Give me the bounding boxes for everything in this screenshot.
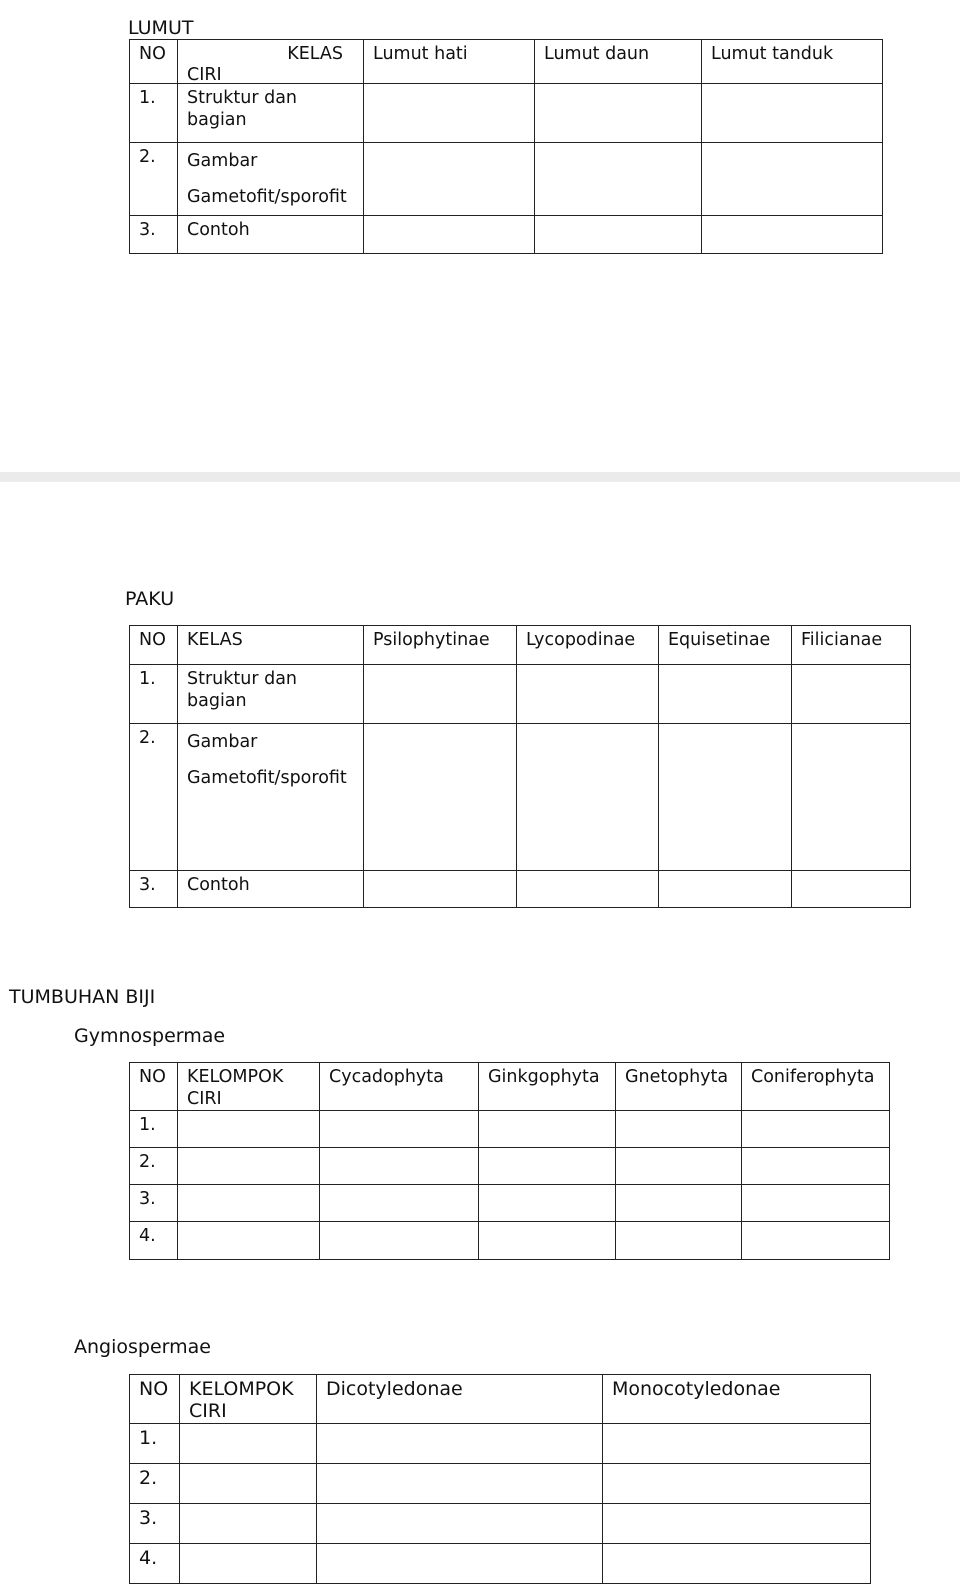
lumut-table <box>129 39 883 254</box>
table-cell[interactable] <box>479 1185 616 1222</box>
table-cell[interactable] <box>702 84 883 143</box>
table-cell[interactable] <box>180 1504 317 1544</box>
row-number: 3. <box>130 1504 180 1544</box>
row-label: Struktur dan bagian <box>178 84 364 143</box>
column-header: Psilophytinae <box>364 626 517 665</box>
table-cell[interactable] <box>792 665 911 724</box>
table-cell[interactable] <box>517 871 659 908</box>
table-cell[interactable] <box>364 216 535 254</box>
table-cell[interactable] <box>364 724 517 871</box>
angiospermae-heading: Angiospermae <box>74 1336 211 1358</box>
table-row <box>130 1424 871 1464</box>
table-cell[interactable] <box>659 665 792 724</box>
table-cell[interactable] <box>702 143 883 216</box>
row-label: Contoh <box>178 871 364 908</box>
table-row <box>130 871 911 908</box>
table-cell[interactable] <box>180 1424 317 1464</box>
kelas-header: KELAS <box>178 626 364 665</box>
table-cell[interactable] <box>603 1504 871 1544</box>
table-row <box>130 1222 890 1260</box>
table-cell[interactable] <box>535 143 702 216</box>
table-cell[interactable] <box>603 1424 871 1464</box>
row-number: 4. <box>130 1222 178 1260</box>
table-cell[interactable] <box>659 871 792 908</box>
table-cell[interactable] <box>364 871 517 908</box>
table-cell[interactable] <box>616 1185 742 1222</box>
tumbuhan-biji-heading: TUMBUHAN BIJI <box>9 986 156 1008</box>
column-header: Lumut tanduk <box>702 40 883 84</box>
table-cell[interactable] <box>603 1464 871 1504</box>
table-cell[interactable] <box>320 1222 479 1260</box>
table-cell[interactable] <box>317 1544 603 1584</box>
table-row <box>130 1464 871 1504</box>
table-cell[interactable] <box>792 871 911 908</box>
table-cell[interactable] <box>479 1222 616 1260</box>
table-cell[interactable] <box>517 724 659 871</box>
column-header: Gnetophyta <box>616 1063 742 1111</box>
table-cell[interactable] <box>616 1111 742 1148</box>
row-label: Gambar Gametofit/sporofit <box>178 724 364 871</box>
row-number: 3. <box>130 1185 178 1222</box>
table-cell[interactable] <box>535 84 702 143</box>
table-cell[interactable] <box>180 1544 317 1584</box>
table-cell[interactable] <box>742 1148 890 1185</box>
column-header: Lycopodinae <box>517 626 659 665</box>
table-header-row <box>130 1375 871 1424</box>
table-header-row <box>130 1063 890 1111</box>
table-cell[interactable] <box>178 1148 320 1185</box>
column-header: Lumut daun <box>535 40 702 84</box>
paku-heading: PAKU <box>125 588 175 610</box>
row-number: 2. <box>130 1464 180 1504</box>
table-cell[interactable] <box>742 1111 890 1148</box>
table-cell[interactable] <box>603 1544 871 1584</box>
column-header: Coniferophyta <box>742 1063 890 1111</box>
table-cell[interactable] <box>364 84 535 143</box>
row-label: Struktur dan bagian <box>178 665 364 724</box>
row-number: 3. <box>130 871 178 908</box>
no-header: NO <box>130 626 178 665</box>
table-row <box>130 84 883 143</box>
row-number: 1. <box>130 665 178 724</box>
row-number: 1. <box>130 1111 178 1148</box>
table-cell[interactable] <box>742 1222 890 1260</box>
table-row <box>130 1504 871 1544</box>
no-header: NO <box>130 1063 178 1111</box>
table-row <box>130 216 883 254</box>
gymnospermae-heading: Gymnospermae <box>74 1025 226 1047</box>
row-number: 2. <box>130 724 178 871</box>
lumut-heading: LUMUT <box>128 17 194 39</box>
ciri-label: CIRI <box>187 65 222 84</box>
no-header: NO <box>130 1375 180 1424</box>
page-divider <box>0 472 960 482</box>
kelompok-ciri-header: KELOMPOK CIRI <box>180 1375 317 1424</box>
table-row <box>130 1185 890 1222</box>
table-cell[interactable] <box>535 216 702 254</box>
table-cell[interactable] <box>364 143 535 216</box>
table-cell[interactable] <box>616 1222 742 1260</box>
table-cell[interactable] <box>659 724 792 871</box>
column-header: Dicotyledonae <box>317 1375 603 1424</box>
column-header: Equisetinae <box>659 626 792 665</box>
table-row <box>130 1111 890 1148</box>
table-row <box>130 1148 890 1185</box>
column-header: Cycadophyta <box>320 1063 479 1111</box>
table-cell[interactable] <box>702 216 883 254</box>
table-cell[interactable] <box>320 1185 479 1222</box>
row-number: 1. <box>130 84 178 143</box>
table-cell[interactable] <box>178 1185 320 1222</box>
kelas-label: KELAS <box>287 44 343 64</box>
angiospermae-table <box>129 1374 871 1584</box>
table-cell[interactable] <box>317 1424 603 1464</box>
gymnospermae-table <box>129 1062 890 1260</box>
table-cell[interactable] <box>180 1464 317 1504</box>
table-cell[interactable] <box>178 1222 320 1260</box>
table-header-row <box>130 626 911 665</box>
row-number: 4. <box>130 1544 180 1584</box>
table-cell[interactable] <box>317 1464 603 1504</box>
row-number: 2. <box>130 143 178 216</box>
table-cell[interactable] <box>364 665 517 724</box>
column-header: Filicianae <box>792 626 911 665</box>
table-cell[interactable] <box>792 724 911 871</box>
kelompok-ciri-header: KELOMPOK CIRI <box>178 1063 320 1111</box>
table-cell[interactable] <box>616 1148 742 1185</box>
paku-table <box>129 625 911 908</box>
row-number: 1. <box>130 1424 180 1464</box>
table-cell[interactable] <box>742 1185 890 1222</box>
table-cell[interactable] <box>479 1111 616 1148</box>
column-header: Lumut hati <box>364 40 535 84</box>
table-cell[interactable] <box>517 665 659 724</box>
table-cell[interactable] <box>320 1111 479 1148</box>
table-row <box>130 724 911 871</box>
table-cell[interactable] <box>320 1148 479 1185</box>
table-row <box>130 1544 871 1584</box>
table-row <box>130 143 883 216</box>
row-number: 2. <box>130 1148 178 1185</box>
table-cell[interactable] <box>178 1111 320 1148</box>
no-header: NO <box>130 40 178 84</box>
column-header: Ginkgophyta <box>479 1063 616 1111</box>
table-header-row <box>130 40 883 84</box>
row-label: Gambar Gametofit/sporofit <box>178 143 364 216</box>
table-row <box>130 665 911 724</box>
table-cell[interactable] <box>479 1148 616 1185</box>
row-number: 3. <box>130 216 178 254</box>
kelas-ciri-header <box>178 40 364 84</box>
column-header: Monocotyledonae <box>603 1375 871 1424</box>
row-label: Contoh <box>178 216 364 254</box>
table-cell[interactable] <box>317 1504 603 1544</box>
